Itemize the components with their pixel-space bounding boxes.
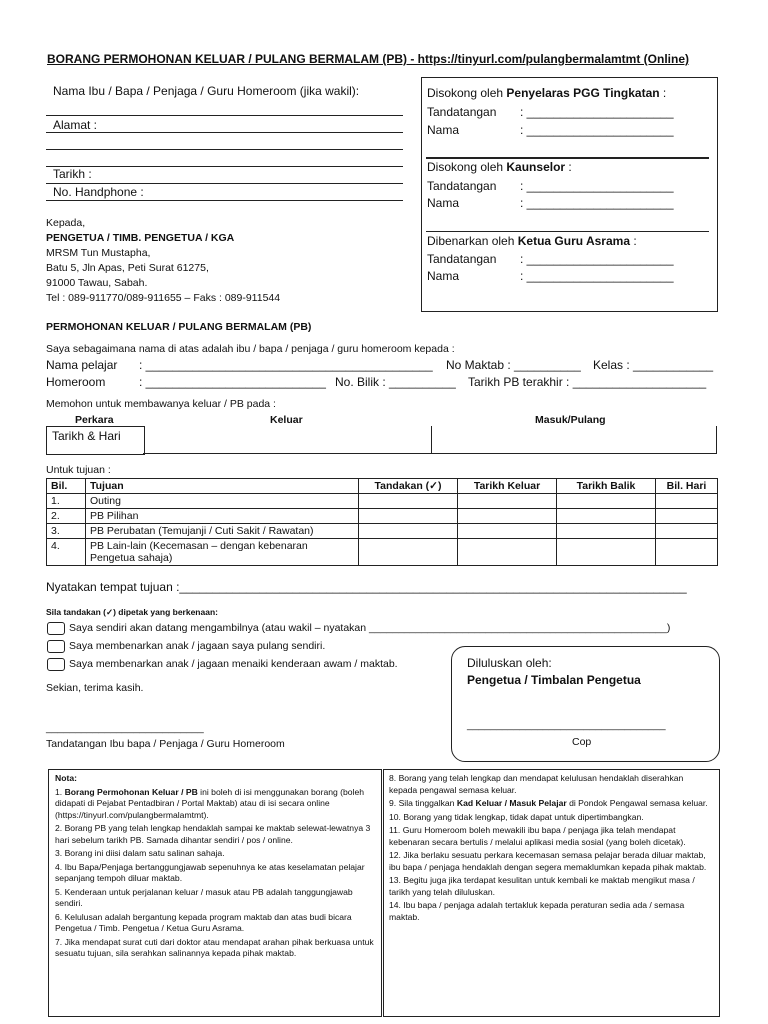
pgg-heading — [427, 86, 666, 100]
table-row — [47, 494, 718, 509]
option-checkbox-3[interactable] — [47, 658, 65, 671]
table-row — [47, 509, 718, 524]
note-num: 12. — [389, 850, 401, 860]
intro-text: Saya sebagaimana nama di atas adalah ibu / bapa / penjaga / guru homeroom kepada : — [46, 343, 455, 355]
asrama-name-label: Nama — [427, 269, 460, 283]
note-item — [55, 787, 375, 822]
col-bil-hari: Bil. Hari — [656, 479, 718, 494]
note-text: Ibu Bapa/Penjaga bertanggungjawab sepenuhnya ke atas keselamatan pelajar sepanjang tempoh diluar maktab. — [55, 861, 365, 883]
note-text: Guru Homeroom boleh mewakili ibu bapa / penjaga jika telah mendapat kebenaran secara bertulis / melalui aplikasi media sosial (yang boleh dicetak). — [389, 825, 686, 847]
signature-line[interactable]: ___________________________ — [46, 722, 204, 734]
balik-cell[interactable] — [557, 494, 656, 509]
pgg-sign-label: Tandatangan — [427, 105, 497, 119]
table-row — [47, 524, 718, 539]
section-title: PERMOHONAN KELUAR / PULANG BERMALAM (PB) — [46, 321, 312, 333]
tick-cell[interactable] — [359, 539, 458, 566]
masuk-header: Masuk/Pulang — [535, 414, 606, 426]
note-item — [389, 812, 712, 824]
note-item — [389, 900, 712, 923]
note-text: Jika mendapat surat cuti dari doktor atau mendapat arahan pihak berkuasa untuk sesuatu tujuan, sila serahkan salinannya kepada pihak maktab. — [55, 936, 374, 958]
note-num: 3. — [55, 848, 63, 858]
row-tujuan: PB Pilihan — [86, 509, 359, 524]
approval-by: Pengetua / Timbalan Pengetua — [467, 673, 641, 687]
stamp-label: Cop — [572, 736, 592, 748]
note-item — [55, 937, 375, 960]
note-text: ini boleh di isi menggunakan borang (boleh didapati di Pejabat Pentadbiran / Portal Maktab) atau di isi secara online (https://tinyurl.com/pulangbermalamtmt). — [55, 786, 365, 820]
tick-note: Sila tandakan (✓) dipetak yang berkenaan: — [46, 607, 218, 617]
note-text: Borang ini diisi dalam satu salinan sahaja. — [64, 848, 225, 858]
last-pb-field[interactable]: Tarikh PB terakhir : ____________________ — [468, 375, 707, 389]
note-num: 2. — [55, 823, 63, 833]
asrama-suffix: : — [630, 234, 637, 248]
kaunselor-sign-label: Tandatangan — [427, 179, 497, 193]
note-text: Kenderaan untuk perjalanan keluar / masuk atau PB adalah tanggungjawab sendiri. — [55, 886, 353, 908]
note-num: 4. — [55, 861, 63, 872]
pgg-prefix: Disokong oleh — [427, 86, 507, 100]
tick-cell[interactable] — [359, 509, 458, 524]
asrama-heading — [427, 234, 637, 248]
pgg-name-line[interactable]: : ______________________ — [520, 123, 674, 137]
asrama-sign-label: Tandatangan — [427, 252, 497, 266]
phone-line[interactable] — [46, 200, 403, 201]
recipient-contact: Tel : 089-911770/089-911655 – Faks : 089-911544 — [46, 292, 281, 304]
asrama-prefix: Dibenarkan oleh — [427, 234, 518, 248]
homeroom-line[interactable]: : ___________________________ — [139, 375, 326, 389]
pgg-name-label: Nama — [427, 123, 460, 137]
note-num: 11. — [389, 825, 401, 835]
note-num: 7. — [55, 936, 63, 947]
recipient-address1: Batu 5, Jln Apas, Peti Surat 61275, — [46, 262, 209, 274]
kaunselor-heading — [427, 160, 572, 174]
purpose-label: Untuk tujuan : — [46, 464, 111, 476]
col-tarikh-keluar: Tarikh Keluar — [458, 479, 557, 494]
approval-label: Diluluskan oleh: — [467, 656, 552, 670]
note-bold: Borang Permohonan Keluar / PB — [64, 786, 198, 797]
note-num: 9. — [389, 798, 397, 808]
note-text: Borang yang tidak lengkap, tidak dapat untuk dipertimbangkan. — [403, 811, 644, 822]
note-num: 14. — [389, 900, 401, 910]
row-no: 2. — [47, 509, 86, 524]
kaunselor-prefix: Disokong oleh — [427, 160, 507, 174]
kaunselor-name-line[interactable]: : ______________________ — [520, 196, 674, 210]
note-item — [389, 850, 712, 873]
note-num: 8. — [389, 773, 397, 783]
notes-heading: Nota: — [55, 773, 77, 783]
bilik-field[interactable]: No. Bilik : __________ — [335, 375, 456, 389]
option-checkbox-2[interactable] — [47, 640, 65, 653]
note-text: Kelulusan adalah bergantung kepada program maktab dan atas budi bicara Pengetua / Timb. Pengetua / Ketua Guru Asrama. — [55, 911, 352, 933]
hari-cell[interactable] — [656, 509, 718, 524]
tick-cell[interactable] — [359, 494, 458, 509]
col-tandakan: Tandakan (✓) — [359, 479, 458, 494]
note-num: 10. — [389, 811, 401, 822]
signature-label: Tandatangan Ibu bapa / Penjaga / Guru Homeroom — [46, 738, 285, 750]
purpose-table — [46, 478, 718, 566]
destination-field[interactable]: Nyatakan tempat tujuan :____________________________________________________________________________ — [46, 580, 687, 594]
note-item — [389, 825, 712, 848]
address-label: Alamat : — [53, 118, 98, 132]
row-no: 4. — [47, 539, 86, 566]
tarikh-hari-label: Tarikh & Hari — [52, 429, 121, 443]
note-text: Borang PB yang telah lengkap hendaklah sampai ke maktab selewat-lewatnya 3 hari sebelum tarikh PB. Samada dihantar sendiri / pos / online. — [55, 823, 371, 845]
row-tujuan: Outing — [86, 494, 359, 509]
note-text: Ibu bapa / penjaga adalah tertakluk kepada peraturan sedia ada / semasa maktab. — [389, 900, 685, 922]
note-text: di Pondok Pengawal semasa keluar. — [566, 798, 708, 808]
approval-box — [451, 646, 720, 762]
option-text-3: Saya membenarkan anak / jagaan menaiki kenderaan awam / maktab. — [69, 658, 398, 670]
balik-cell[interactable] — [557, 524, 656, 539]
row-tujuan: PB Lain-lain (Kecemasan – dengan kebenaran Pengetua sahaja) — [86, 539, 359, 566]
col-bil: Bil. — [47, 479, 86, 494]
note-item — [389, 798, 712, 810]
hari-cell[interactable] — [656, 524, 718, 539]
maktab-field[interactable]: No Maktab : __________ — [446, 358, 581, 372]
option-text-1: Saya sendiri akan datang mengambilnya (atau wakil – nyatakan ___________________________________________________) — [69, 622, 671, 634]
parent-name-label: Nama Ibu / Bapa / Penjaga / Guru Homeroom (jika wakil): — [53, 84, 360, 98]
date-label: Tarikh : — [53, 167, 92, 181]
note-item — [55, 823, 375, 846]
homeroom-label: Homeroom — [46, 375, 106, 389]
divider — [426, 231, 709, 232]
note-item — [389, 875, 712, 898]
asrama-title: Ketua Guru Asrama — [517, 234, 630, 248]
keluar-cell[interactable] — [458, 494, 557, 509]
kaunselor-name-label: Nama — [427, 196, 460, 210]
note-item — [55, 862, 375, 885]
note-item — [55, 912, 375, 935]
student-name-line[interactable]: : ___________________________________________ — [139, 358, 433, 372]
note-item — [55, 848, 375, 860]
note-num: 13. — [389, 875, 401, 885]
note-bold: Kad Keluar / Masuk Pelajar — [456, 798, 567, 808]
recipient-school: MRSM Tun Mustapha, — [46, 247, 151, 259]
keluar-cell[interactable] — [458, 509, 557, 524]
keluar-date-input[interactable] — [143, 426, 432, 454]
recipient-position: PENGETUA / TIMB. PENGETUA / KGA — [46, 232, 235, 244]
asrama-sign-line[interactable]: : ______________________ — [520, 252, 674, 266]
date-line[interactable] — [46, 183, 403, 184]
thanks-text: Sekian, terima kasih. — [46, 682, 144, 694]
note-text: Jika berlaku sesuatu perkara kecemasan semasa pelajar berada diluar maktab, ibu bapa / penjaga hendaklah dengan segera memaklumkan kepada pihak maktab. — [389, 850, 707, 872]
note-text: Sila tinggalkan — [398, 798, 457, 808]
parent-name-line[interactable] — [46, 115, 403, 116]
option-text-2: Saya membenarkan anak / jagaan saya pulang sendiri. — [69, 640, 326, 652]
kaunselor-title: Kaunselor — [506, 160, 566, 174]
note-item — [389, 773, 712, 796]
hari-cell[interactable] — [656, 539, 718, 566]
hari-cell[interactable] — [656, 494, 718, 509]
notes-left — [55, 773, 375, 962]
keluar-cell[interactable] — [458, 539, 557, 566]
tick-cell[interactable] — [359, 524, 458, 539]
divider — [426, 157, 709, 159]
recipient-to: Kepada, — [46, 217, 86, 229]
row-no: 1. — [47, 494, 86, 509]
row-tujuan: PB Perubatan (Temujanji / Cuti Sakit / Rawatan) — [86, 524, 359, 539]
phone-label: No. Handphone : — [53, 185, 144, 199]
table-row — [47, 539, 718, 566]
table-header-row — [47, 479, 718, 494]
pgg-sign-line[interactable]: : ______________________ — [520, 105, 674, 119]
recipient-address2: 91000 Tawau, Sabah. — [46, 277, 148, 289]
kaunselor-sign-line[interactable]: : ______________________ — [520, 179, 674, 193]
perkara-header: Perkara — [75, 414, 114, 426]
pgg-suffix: : — [659, 86, 667, 100]
keluar-cell[interactable] — [458, 524, 557, 539]
notes-right — [389, 773, 712, 925]
kaunselor-suffix: : — [565, 160, 572, 174]
endorsement-box — [421, 77, 718, 312]
form-title: BORANG PERMOHONAN KELUAR / PULANG BERMALAM (PB) - https://tinyurl.com/pulangbermalamtmt (Online) — [47, 52, 689, 66]
col-tarikh-balik: Tarikh Balik — [557, 479, 656, 494]
note-num: 1. — [55, 786, 63, 797]
keluar-header: Keluar — [270, 414, 303, 426]
student-name-label: Nama pelajar — [46, 358, 118, 372]
option-checkbox-1[interactable] — [47, 622, 65, 635]
balik-cell[interactable] — [557, 509, 656, 524]
approval-sign-line[interactable]: __________________________________ — [467, 719, 666, 731]
request-text: Memohon untuk membawanya keluar / PB pada : — [46, 398, 276, 410]
note-text: Begitu juga jika terdapat kesulitan untuk kembali ke maktab mengikut masa / tarikh yang telah diluluskan. — [389, 875, 695, 897]
address-line-3[interactable] — [46, 166, 403, 167]
address-line-2[interactable] — [46, 149, 403, 150]
note-item — [55, 887, 375, 910]
address-line-1[interactable] — [46, 132, 403, 133]
pgg-title: Penyelaras PGG Tingkatan — [506, 86, 660, 100]
note-text: Borang yang telah lengkap dan mendapat kelulusan hendaklah diserahkan kepada pengawal semasa keluar. — [389, 773, 684, 795]
note-num: 6. — [55, 911, 63, 922]
asrama-name-line[interactable]: : ______________________ — [520, 269, 674, 283]
col-tujuan: Tujuan — [86, 479, 359, 494]
balik-cell[interactable] — [557, 539, 656, 566]
kelas-field[interactable]: Kelas : ____________ — [593, 358, 714, 372]
row-no: 3. — [47, 524, 86, 539]
note-num: 5. — [55, 886, 63, 897]
masuk-date-input[interactable] — [431, 426, 717, 454]
tarikh-hari-cell — [46, 426, 145, 455]
